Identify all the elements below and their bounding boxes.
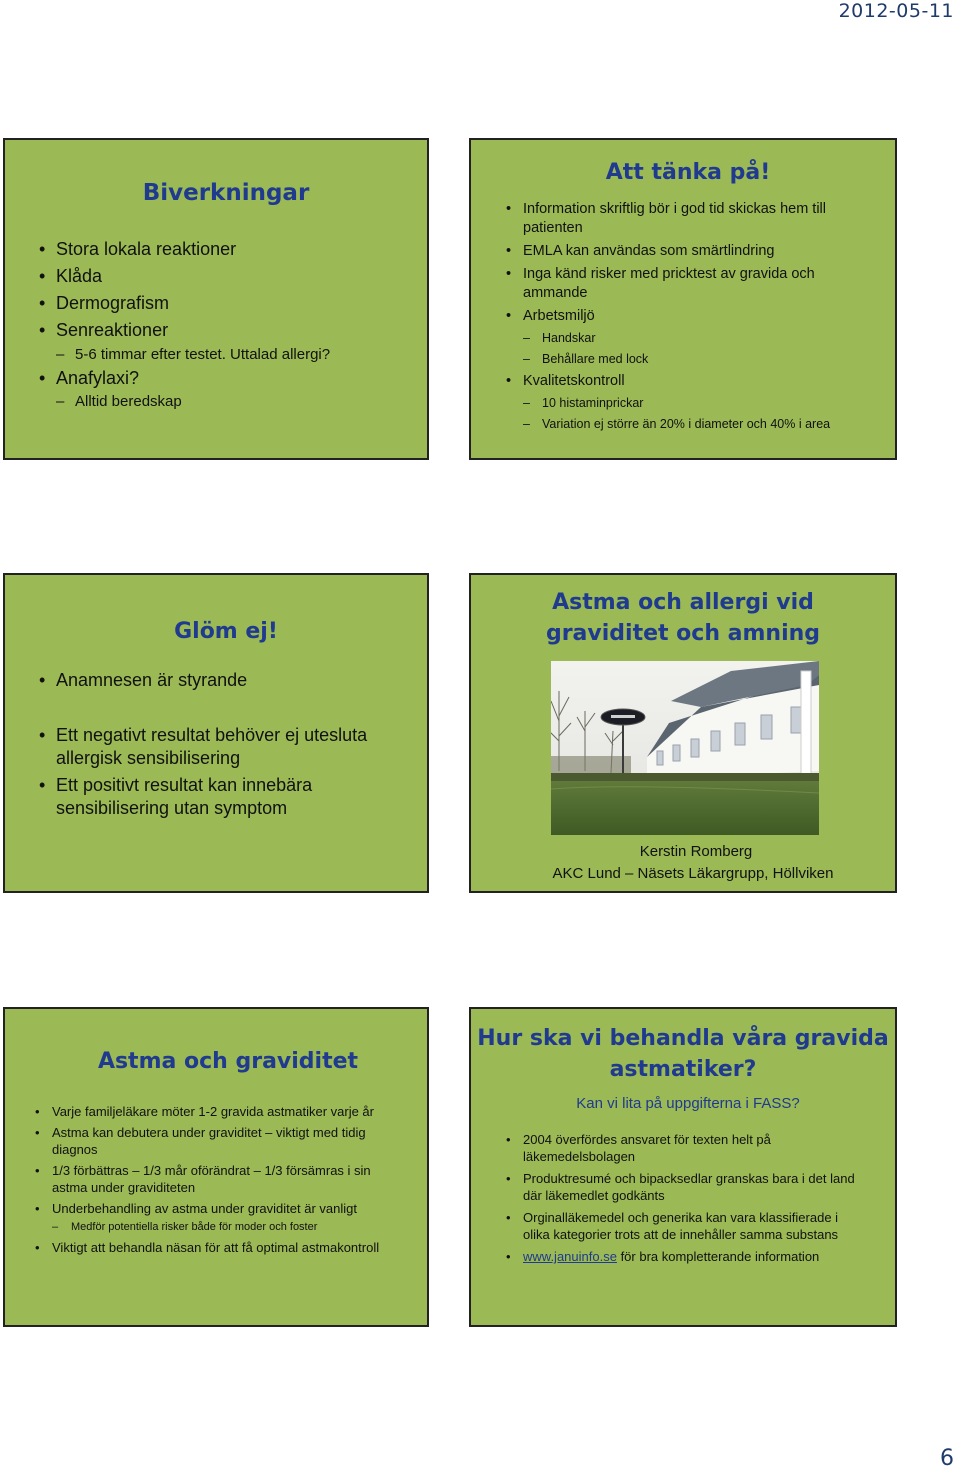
list-item: • Klåda bbox=[56, 263, 416, 290]
list-item: • Ett positivt resultat kan innebära sensibilisering utan symptom bbox=[56, 774, 406, 820]
list-item: • EMLA kan användas som smärtlindring bbox=[523, 242, 868, 261]
bullet-list bbox=[523, 1131, 868, 1265]
list-item: • Kvalitetskontroll bbox=[523, 372, 868, 391]
list-item: • Varje familjeläkare möter 1-2 gravida astmatiker varje år bbox=[52, 1103, 407, 1120]
list-item: • Inga känd risker med pricktest av gravida och ammande bbox=[523, 265, 868, 303]
list-item: • Viktigt att behandla näsan för att få optimal astmakontroll bbox=[52, 1239, 407, 1256]
bullet-list bbox=[56, 669, 406, 820]
slide-astma-och-graviditet bbox=[3, 1007, 429, 1327]
list-item: • 1/3 förbättras – 1/3 mår oförändrat – 1/3 försämras i sin astma under graviditeten bbox=[52, 1162, 407, 1196]
author-affiliation: AKC Lund – Näsets Läkargrupp, Höllviken bbox=[552, 865, 834, 882]
date-header: 2012-05-11 bbox=[838, 0, 954, 22]
list-item: • Anafylaxi? bbox=[56, 366, 416, 390]
slide-title-line: Hur ska vi behandla våra gravida bbox=[477, 1026, 889, 1051]
bullet-list bbox=[523, 200, 868, 433]
slide-hur-ska-vi-behandla bbox=[469, 1007, 897, 1327]
list-item: – 5-6 timmar efter testet. Uttalad allergi? bbox=[75, 344, 416, 366]
list-item: – Variation ej större än 20% i diameter och 40% i area bbox=[542, 415, 852, 433]
slide-glom-ej bbox=[3, 573, 429, 893]
list-item: – Alltid beredskap bbox=[75, 390, 416, 414]
clinic-photo bbox=[551, 661, 819, 835]
slide-subtitle: Kan vi lita på uppgifterna i FASS? bbox=[576, 1095, 800, 1112]
slide-astma-och-allergi bbox=[469, 573, 897, 893]
list-item: – Behållare med lock bbox=[542, 350, 868, 368]
author-name: Kerstin Romberg bbox=[639, 843, 753, 860]
list-item: – 10 histaminprickar bbox=[542, 394, 868, 412]
januinfo-link[interactable]: www.januinfo.se bbox=[523, 1249, 617, 1264]
slide-title-line: Astma och allergi vid bbox=[552, 590, 814, 615]
bullet-list bbox=[52, 1103, 407, 1256]
slide-biverkningar bbox=[3, 138, 429, 460]
list-item: • Underbehandling av astma under graviditet är vanligt bbox=[52, 1200, 407, 1217]
bullet-list bbox=[56, 236, 416, 414]
list-item: • Ett negativt resultat behöver ej utesluta allergisk sensibilisering bbox=[56, 724, 406, 770]
link-description: för bra kompletterande information bbox=[616, 1249, 820, 1264]
slide-title bbox=[471, 587, 895, 649]
list-item: • Orginalläkemedel och generika kan vara klassifierade i olika kategorier trots att de innehåller samma substans bbox=[523, 1209, 868, 1243]
list-item: • 2004 överfördes ansvaret för texten helt på läkemedelsbolagen bbox=[523, 1131, 868, 1165]
list-item: • Information skriftlig bör i god tid skickas hem till patienten bbox=[523, 200, 868, 238]
slide-att-tanka-pa bbox=[469, 138, 897, 460]
slide-title: Biverkningar bbox=[142, 180, 310, 206]
list-item: • Astma kan debutera under graviditet – viktigt med tidig diagnos bbox=[52, 1124, 407, 1158]
slide-title: Astma och graviditet bbox=[97, 1049, 359, 1074]
list-item: • Arbetsmiljö bbox=[523, 307, 868, 326]
list-item bbox=[523, 1248, 868, 1265]
list-item: – Medför potentiella risker både för moder och foster bbox=[71, 1219, 407, 1235]
slide-title: Att tänka på! bbox=[605, 160, 771, 185]
list-item: – Handskar bbox=[542, 329, 868, 347]
page-number: 6 bbox=[940, 1446, 954, 1471]
list-item: • Senreaktioner bbox=[56, 317, 416, 344]
slide-title bbox=[471, 1023, 895, 1085]
list-item: • Produktresumé och bipacksedlar granskas bara i det land där läkemedlet godkänts bbox=[523, 1170, 868, 1204]
list-item: • Dermografism bbox=[56, 290, 416, 317]
list-item: • Stora lokala reaktioner bbox=[56, 236, 416, 263]
slide-title-line: graviditet och amning bbox=[545, 621, 821, 646]
slide-title-line: astmatiker? bbox=[609, 1057, 757, 1082]
list-item: • Anamnesen är styrande bbox=[56, 669, 406, 692]
slide-title: Glöm ej! bbox=[174, 619, 278, 644]
